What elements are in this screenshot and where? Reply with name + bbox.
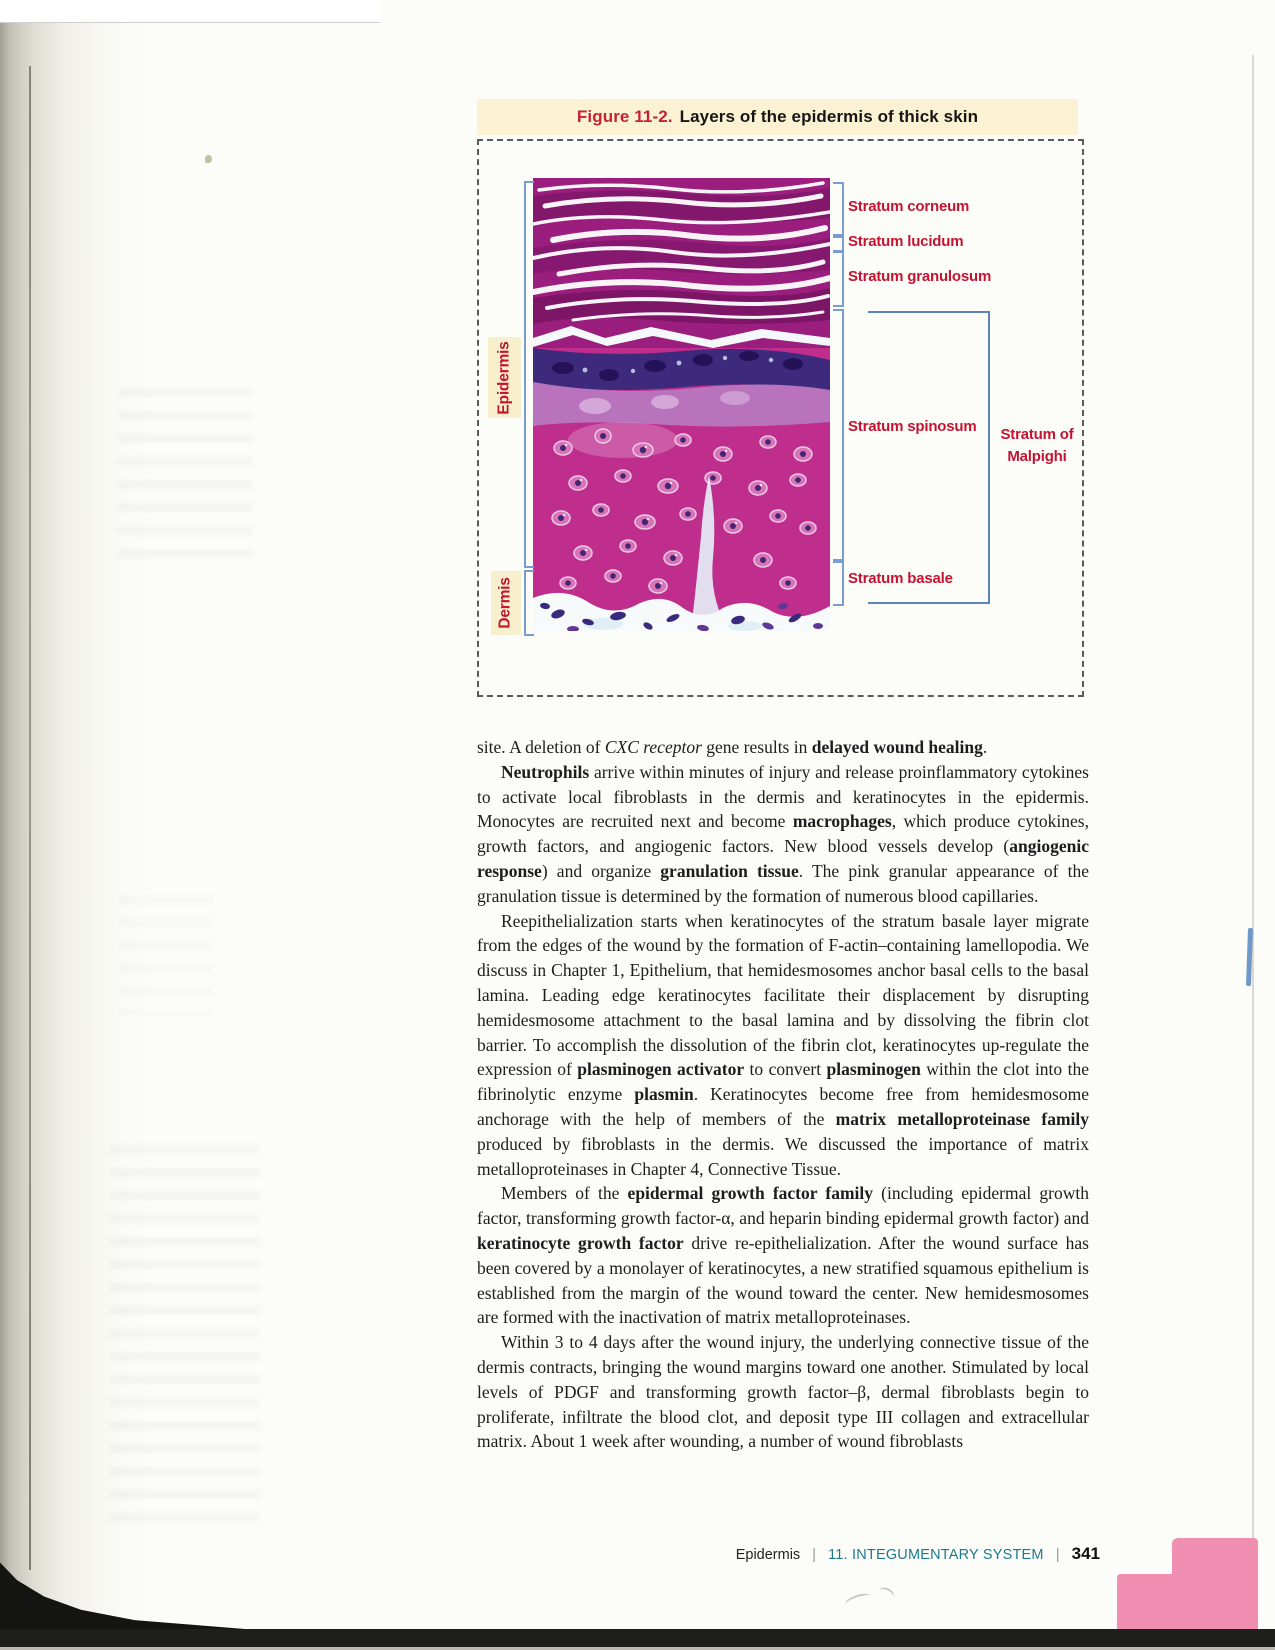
page-top-edge [0,0,380,23]
stratum-of-malpighi-bracket [868,311,990,604]
micrograph-art [533,178,830,631]
histology-micrograph [533,178,830,631]
paragraph: Neutrophils arrive within minutes of injury and release proinflammatory cytokines to activate local fibroblasts in the dermis and keratinocytes in the epidermis. Monocytes are recruited next and become macrophages, which produce cytokines, growth factors, and angiogenic factors. New blood vessels develop (angiogenic response) and organize granulation tissue. The pink granular appearance of the granulation tissue is determined by the formation of numerous blood capillaries. [477,761,1089,906]
epidermis-bracket [524,181,534,568]
scan-bottom-bar [0,1629,1275,1647]
stratum-spinosum-label: Stratum spinosum [848,418,977,435]
bleedthrough-ghost-text [118,895,213,1015]
page-right-edge [1252,55,1254,1615]
dermis-side-label [491,571,521,635]
stratum-corneum-bracket [833,182,844,236]
epidermis-side-label-text: Epidermis [495,340,513,415]
stratum-granulosum-bracket [833,251,844,307]
paragraph: Members of the epidermal growth factor family (including epidermal growth factor, transforming growth factor-α, and heparin binding epidermal growth factor) and keratinocyte growth factor drive re-epithelialization. After the wound surface has been covered by a monolayer of keratinocytes, a new stratified squamous epithelium is established from the margin of the wound toward the center. New hemidesmosomes are formed with the inactivation of matrix metalloproteinases. [477,1183,1089,1328]
footer-separator: | [812,1546,817,1563]
footer-page-number: 341 [1071,1544,1100,1563]
stratum-basale-bracket [833,561,844,606]
stratum-of-malpighi-label [993,424,1081,468]
binding-crease-line [29,66,31,1570]
scan-speck [205,155,212,163]
footer-separator: | [1055,1546,1060,1563]
page-footer [736,1544,1100,1564]
paragraph: site. A deletion of CXC receptor gene results in delayed wound healing. [477,737,988,757]
footer-section: Epidermis [735,1547,801,1563]
stratum-corneum-label: Stratum corneum [848,198,970,215]
paragraph: Within 3 to 4 days after the wound injury, the underlying connective tissue of the dermis contracts, bringing the wound margins toward one another. Stimulated by local levels of PDGF and transforming growth factor–β, dermal fibroblasts begin to proliferate, infiltrate the blood clot, and deposit type III collagen and extracellular matrix. About 1 week after wounding, a number of wound fibroblasts [477,1332,1089,1452]
stratum-basale-label: Stratum basale [848,570,953,587]
bleedthrough-ghost-text [110,1145,260,1525]
bleedthrough-ghost-text [118,388,253,568]
article-text [477,735,1089,1454]
pencil-smudge [876,1585,895,1602]
footer-chapter: 11. INTEGUMENTARY SYSTEM [828,1547,1044,1563]
epidermis-side-label [488,337,521,418]
figure-number: Figure 11-2. [576,107,673,126]
malpighi-line2: Malpighi [1007,448,1067,465]
malpighi-line1: Stratum of [1000,426,1074,443]
paragraph: Reepithelialization starts when keratinocytes of the stratum basale layer migrate from the edges of the wound by the formation of F-actin–containing lamellopodia. We discuss in Chapter 1, Epithelium, that hemidesmosomes anchor basal cells to the basal lamina. Leading edge keratinocytes facilitate their displacement by disrupting hemidesmosome attachment to the basal lamina and by dissolving the fibrin clot barrier. To accomplish the dissolution of the fibrin clot, keratinocytes up-regulate the expression of plasminogen activator to convert plasminogen within the clot into the fibrinolytic enzyme plasmin. Keratinocytes become free from hemidesmosome anchorage with the help of members of the matrix metalloproteinase family produced by fibroblasts in the dermis. We discussed the importance of matrix metalloproteinases in Chapter 4, Connective Tissue. [477,910,1089,1179]
pencil-smudge [844,1591,872,1609]
figure-title: Layers of the epidermis of thick skin [679,107,979,126]
figure-title-bar [477,99,1078,135]
stratum-spinosum-bracket [833,309,844,561]
dermis-bracket [524,570,534,636]
dermis-side-label-text: Dermis [497,577,515,629]
stratum-granulosum-label: Stratum granulosum [848,268,992,285]
pink-page-tab [1117,1574,1258,1630]
stratum-lucidum-bracket [833,236,844,252]
stratum-lucidum-label: Stratum lucidum [848,233,964,250]
